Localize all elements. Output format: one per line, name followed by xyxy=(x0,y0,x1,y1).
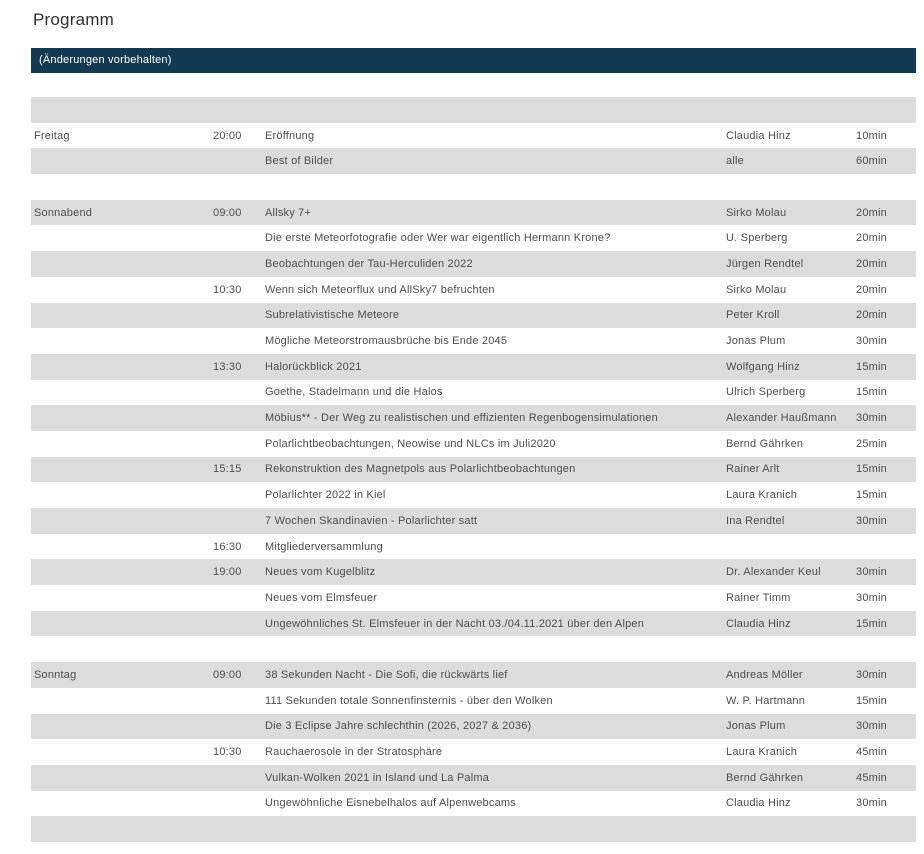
title-cell: 111 Sekunden totale Sonnenfinsternis - über den Wolken xyxy=(265,694,553,707)
notice-text: (Änderungen vorbehalten) xyxy=(39,54,172,66)
table-row xyxy=(31,739,916,765)
speaker-cell: U. Sperberg xyxy=(726,232,788,245)
table-row xyxy=(31,534,916,560)
table-row xyxy=(31,431,916,457)
day-cell: Sonnabend xyxy=(34,206,93,219)
speaker-cell: W. P. Hartmann xyxy=(726,694,806,707)
table-row xyxy=(31,251,916,277)
speaker-cell: Ina Rendtel xyxy=(726,514,785,527)
table-row xyxy=(31,791,916,817)
day-cell: Freitag xyxy=(34,129,70,142)
speaker-cell: Rainer Arlt xyxy=(726,463,780,476)
schedule-table xyxy=(31,97,916,842)
table-row xyxy=(31,585,916,611)
title-cell: Die 3 Eclipse Jahre schlechthin (2026, 2027 & 2036) xyxy=(265,720,532,733)
table-row xyxy=(31,97,916,123)
table-row xyxy=(31,354,916,380)
duration-cell: 10min xyxy=(856,129,887,142)
title-cell: Subrelativistische Meteore xyxy=(265,309,400,322)
table-row xyxy=(31,611,916,637)
duration-cell: 30min xyxy=(856,591,887,604)
table-row xyxy=(31,123,916,149)
duration-cell: 30min xyxy=(856,412,887,425)
table-row xyxy=(31,405,916,431)
title-cell: Vulkan-Wolken 2021 in Island und La Palma xyxy=(265,771,490,784)
duration-cell: 25min xyxy=(856,437,887,450)
title-cell: Neues vom Elmsfeuer xyxy=(265,591,378,604)
speaker-cell: Jonas Plum xyxy=(726,335,786,348)
title-cell: Beobachtungen der Tau-Herculiden 2022 xyxy=(265,257,473,270)
table-row xyxy=(31,636,916,662)
table-row xyxy=(31,457,916,483)
speaker-cell: Bernd Gährken xyxy=(726,437,804,450)
time-cell: 10:30 xyxy=(213,283,242,296)
table-row xyxy=(31,225,916,251)
duration-cell: 60min xyxy=(856,155,887,168)
time-cell: 10:30 xyxy=(213,746,242,759)
table-row xyxy=(31,303,916,329)
time-cell: 13:30 xyxy=(213,360,242,373)
title-cell: 38 Sekunden Nacht - Die Sofi, die rückwärts lief xyxy=(265,668,508,681)
table-row xyxy=(31,328,916,354)
title-cell: Goethe, Stadelmann und die Halos xyxy=(265,386,443,399)
title-cell: Mögliche Meteorstromausbrüche bis Ende 2045 xyxy=(265,335,508,348)
time-cell: 09:00 xyxy=(213,206,242,219)
title-cell: Allsky 7+ xyxy=(265,206,312,219)
speaker-cell: Sirko Molau xyxy=(726,206,787,219)
table-row xyxy=(31,200,916,226)
speaker-cell: Laura Kranich xyxy=(726,489,798,502)
speaker-cell: Claudia Hinz xyxy=(726,797,791,810)
duration-cell: 15min xyxy=(856,463,887,476)
speaker-cell: Jonas Plum xyxy=(726,720,786,733)
time-cell: 16:30 xyxy=(213,540,242,553)
duration-cell: 20min xyxy=(856,309,887,322)
duration-cell: 15min xyxy=(856,360,887,373)
speaker-cell: Peter Kroll xyxy=(726,309,780,322)
speaker-cell: Jürgen Rendtel xyxy=(726,257,804,270)
duration-cell: 20min xyxy=(856,257,887,270)
table-row xyxy=(31,277,916,303)
title-cell: Eröffnung xyxy=(265,129,315,142)
table-row xyxy=(31,508,916,534)
title-cell: Best of Bilder xyxy=(265,155,334,168)
duration-cell: 45min xyxy=(856,746,887,759)
table-row xyxy=(31,174,916,200)
duration-cell: 30min xyxy=(856,335,887,348)
time-cell: 20:00 xyxy=(213,129,242,142)
duration-cell: 30min xyxy=(856,514,887,527)
time-cell: 19:00 xyxy=(213,566,242,579)
speaker-cell: Ulrich Sperberg xyxy=(726,386,806,399)
duration-cell: 15min xyxy=(856,617,887,630)
title-cell: Ungewöhnliche Eisnebelhalos auf Alpenwebcams xyxy=(265,797,516,810)
table-row xyxy=(31,380,916,406)
speaker-cell: Andreas Möller xyxy=(726,668,803,681)
speaker-cell: Dr. Alexander Keul xyxy=(726,566,821,579)
duration-cell: 45min xyxy=(856,771,887,784)
title-cell: 7 Wochen Skandinavien - Polarlichter satt xyxy=(265,514,478,527)
duration-cell: 15min xyxy=(856,386,887,399)
speaker-cell: Laura Kranich xyxy=(726,746,798,759)
table-row xyxy=(31,714,916,740)
speaker-cell: Sirko Molau xyxy=(726,283,787,296)
title-cell: Wenn sich Meteorflux und AllSky7 befruchten xyxy=(265,283,495,296)
time-cell: 09:00 xyxy=(213,668,242,681)
table-row xyxy=(31,816,916,842)
title-cell: Halorückblick 2021 xyxy=(265,360,362,373)
duration-cell: 20min xyxy=(856,283,887,296)
duration-cell: 15min xyxy=(856,489,887,502)
speaker-cell: Wolfgang Hinz xyxy=(726,360,800,373)
time-cell: 15:15 xyxy=(213,463,242,476)
title-cell: Die erste Meteorfotografie oder Wer war eigentlich Hermann Krone? xyxy=(265,232,611,245)
table-row xyxy=(31,688,916,714)
title-cell: Polarlichter 2022 in Kiel xyxy=(265,489,386,502)
page-title: Programm xyxy=(33,10,114,29)
speaker-cell: alle xyxy=(726,155,744,168)
notice-bar xyxy=(31,48,916,73)
duration-cell: 15min xyxy=(856,694,887,707)
title-cell: Ungewöhnliches St. Elmsfeuer in der Nacht 03./04.11.2021 über den Alpen xyxy=(265,617,645,630)
duration-cell: 30min xyxy=(856,720,887,733)
duration-cell: 20min xyxy=(856,206,887,219)
speaker-cell: Bernd Gährken xyxy=(726,771,804,784)
duration-cell: 20min xyxy=(856,232,887,245)
speaker-cell: Claudia Hinz xyxy=(726,129,791,142)
speaker-cell: Claudia Hinz xyxy=(726,617,791,630)
table-row xyxy=(31,765,916,791)
table-row xyxy=(31,662,916,688)
table-row xyxy=(31,559,916,585)
title-cell: Rekonstruktion des Magnetpols aus Polarlichtbeobachtungen xyxy=(265,463,576,476)
speaker-cell: Alexander Haußmann xyxy=(726,412,837,425)
table-row xyxy=(31,148,916,174)
duration-cell: 30min xyxy=(856,797,887,810)
duration-cell: 30min xyxy=(856,566,887,579)
speaker-cell: Rainer Timm xyxy=(726,591,791,604)
title-cell: Neues vom Kugelblitz xyxy=(265,566,376,579)
table-row xyxy=(31,482,916,508)
title-cell: Polarlichtbeobachtungen, Neowise und NLCs im Juli2020 xyxy=(265,437,556,450)
day-cell: Sonntag xyxy=(34,668,77,681)
title-cell: Rauchaerosole in der Stratosphäre xyxy=(265,746,443,759)
title-cell: Mitgliederversammlung xyxy=(265,540,383,553)
duration-cell: 30min xyxy=(856,668,887,681)
title-cell: Möbius** - Der Weg zu realistischen und effizienten Regenbogensimulationen xyxy=(265,412,658,425)
